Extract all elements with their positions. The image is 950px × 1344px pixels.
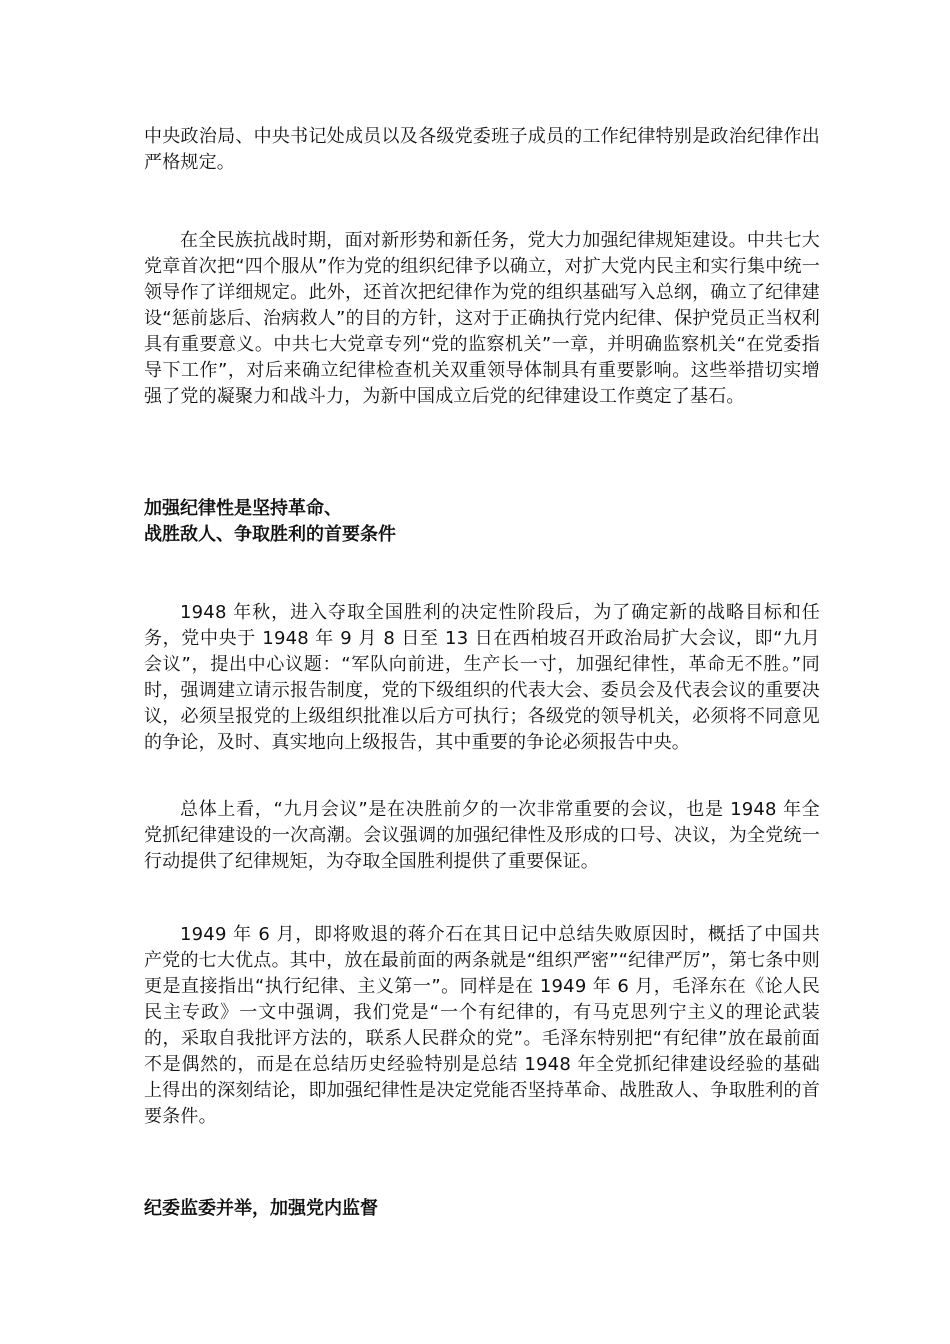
section-heading-line-1: 加强纪律性是坚持革命、 xyxy=(144,498,342,519)
paragraph-september-meeting: 1948 年秋，进入夺取全国胜利的决定性阶段后，为了确定新的战略目标和任务，党中央于 1948 年 9 月 8 日至 13 日在西柏坡召开政治局扩大会议，即“九月会议”，提出中心议题：“军队向前进，生产长一寸，加强纪律性，革命无不胜。”同时，强调建立请示报告制度，党的下级组织的代表大会、委员会及代表会议的重要决议，必须呈报党的上级组织批准以后方可执行；各级党的领导机关，必须将不同意见的争论，及时、真实地向上级报告，其中重要的争论必须报告中央。 xyxy=(144,602,820,753)
section-heading-supervision: 纪委监委并举，加强党内监督 xyxy=(144,1198,378,1219)
section-heading-line-2: 战胜敌人、争取胜利的首要条件 xyxy=(144,524,396,545)
section-heading-discipline-first-condition xyxy=(144,496,820,548)
paragraph-anti-japanese-war-discipline: 在全民族抗战时期，面对新形势和新任务，党大力加强纪律规矩建设。中共七大党章首次把“四个服从”作为党的组织纪律予以确立，对扩大党内民主和实行集中统一领导作了详细规定。此外，还首次把纪律作为党的组织基础写入总纲，确立了纪律建设“惩前毖后、治病救人”的目的方针，这对于正确执行党内纪律、保护党员正当权利具有重要意义。中共七大党章专列“党的监察机关”一章，并明确监察机关“在党委指导下工作”，对后来确立纪律检查机关双重领导体制具有重要影响。这些举措切实增强了党的凝聚力和战斗力，为新中国成立后党的纪律建设工作奠定了基石。 xyxy=(144,230,820,407)
paragraph-continuation: 中央政治局、中央书记处成员以及各级党委班子成员的工作纪律特别是政治纪律作出严格规定。 xyxy=(144,126,820,173)
paragraph-1949-discipline: 1949 年 6 月，即将败退的蒋介石在其日记中总结失败原因时，概括了中国共产党的七大优点。其中，放在最前面的两条就是“组织严密”“纪律严厉”，第七条中则更是直接指出“执行纪律、主义第一”。同样是在 1949 年 6 月，毛泽东在《论人民民主专政》一文中强调，我们党是“一个有纪律的，有马克思列宁主义的理论武装的，采取自我批评方法的，联系人民群众的党”。毛泽东特别把“有纪律”放在最前面不是偶然的，而是在总结历史经验特别是总结 1948 年全党抓纪律建设经验的基础上得出的深刻结论，即加强纪律性是决定党能否坚持革命、战胜敌人、争取胜利的首要条件。 xyxy=(144,924,820,1127)
paragraph-september-meeting-summary: 总体上看，“九月会议”是在决胜前夕的一次非常重要的会议，也是 1948 年全党抓纪律建设的一次高潮。会议强调的加强纪律性及形成的口号、决议，为全党统一行动提供了纪律规矩，为夺取全国胜利提供了重要保证。 xyxy=(144,799,820,872)
